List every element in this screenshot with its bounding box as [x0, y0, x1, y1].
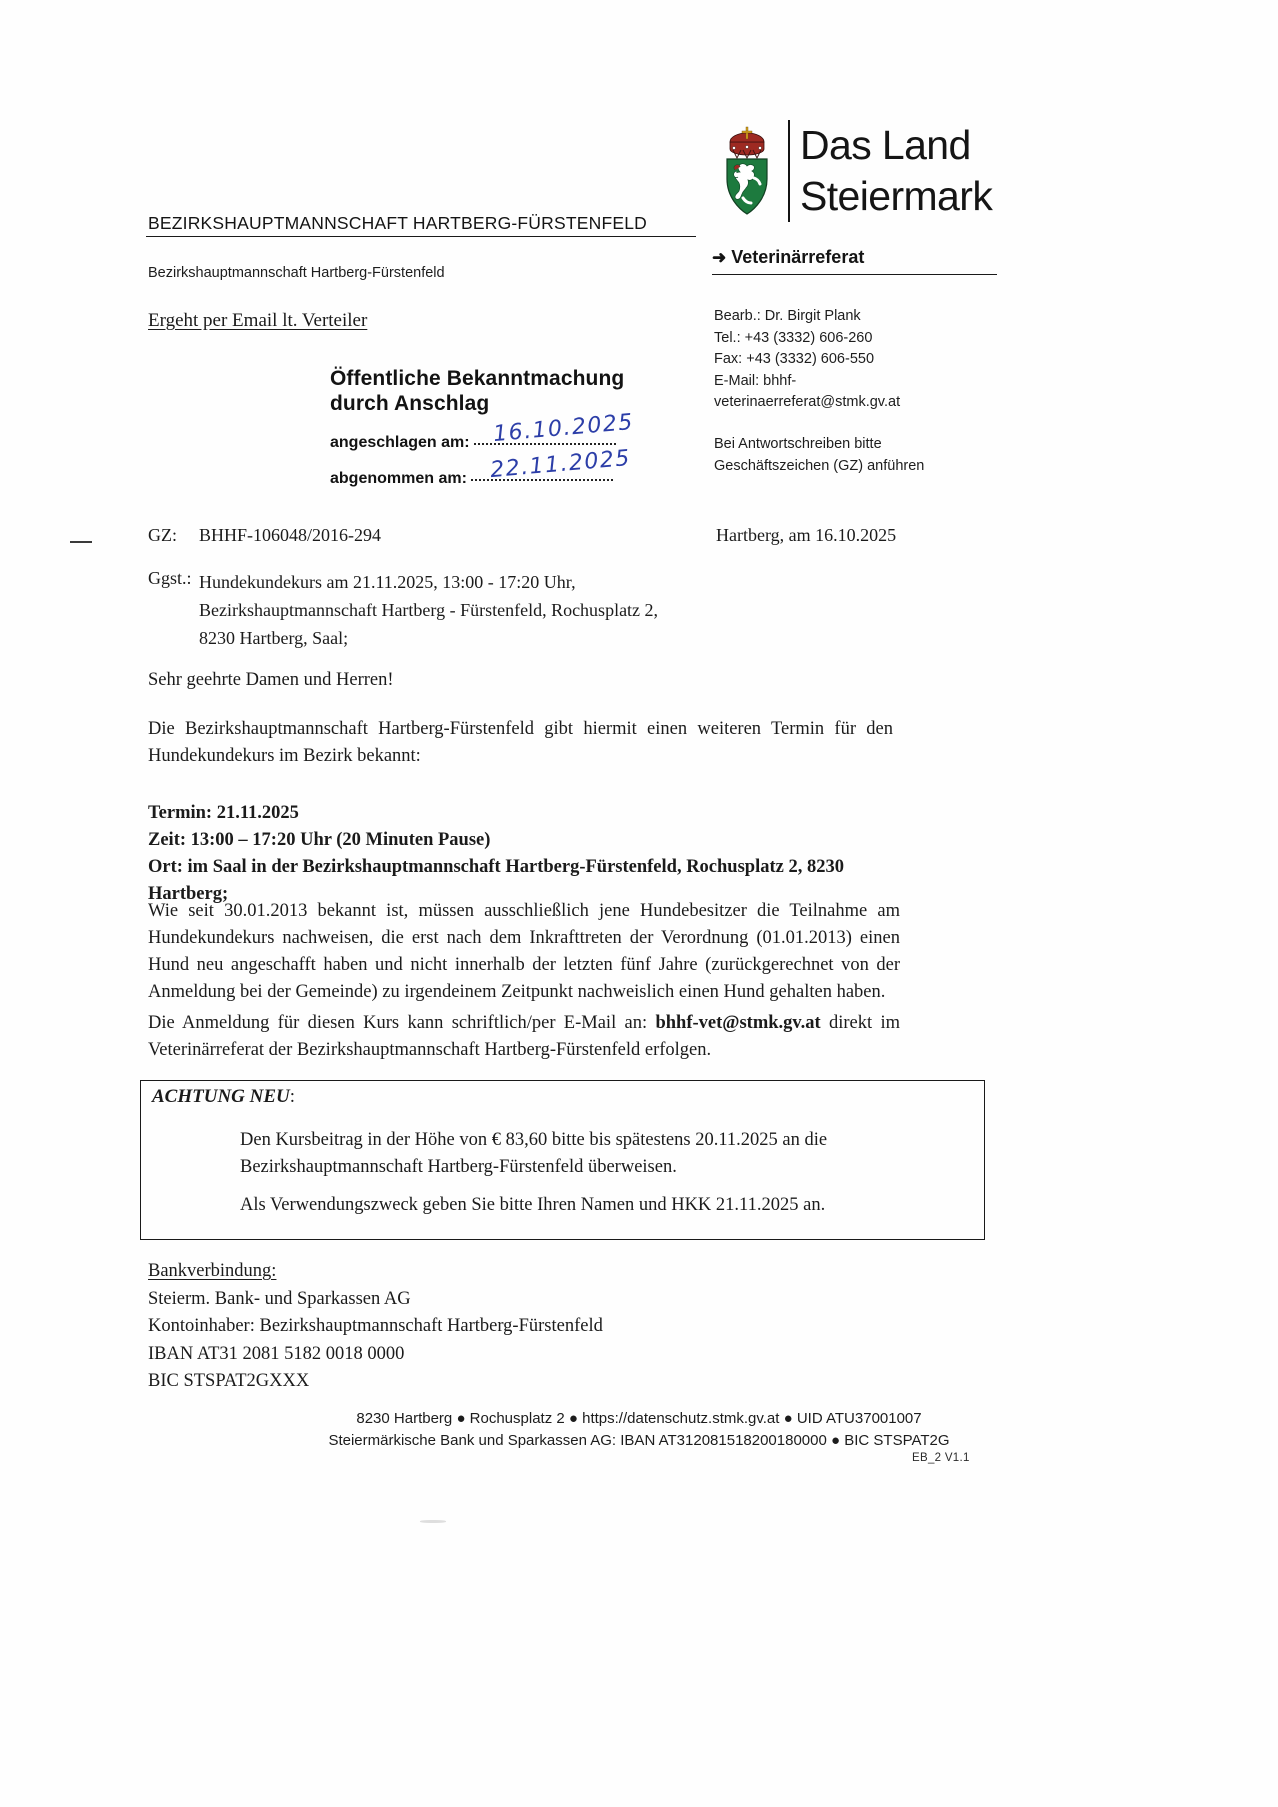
registration-paragraph — [148, 1010, 900, 1064]
logo-line-1: Das Land — [800, 122, 971, 168]
bank-details-block — [148, 1258, 603, 1396]
page-title: BEZIRKSHAUPTMANNSCHAFT HARTBERG-FÜRSTENFELD — [148, 213, 647, 233]
gz-value: BHHF-106048/2016-294 — [199, 525, 382, 545]
contact-phone: Tel.: +43 (3332) 606-260 — [714, 329, 873, 346]
attention-box-title-colon: : — [289, 1086, 296, 1107]
announcement-title-line-2: durch Anschlag — [330, 392, 490, 415]
logo-line-2: Steiermark — [800, 173, 993, 219]
bank-iban: IBAN AT31 2081 5182 0018 0000 — [148, 1343, 405, 1364]
header-divider — [146, 236, 696, 237]
department-divider — [712, 274, 997, 275]
posted-on-handwritten-date: 16.10.2025 — [492, 409, 635, 448]
subject-line-3: 8230 Hartberg, Saal; — [199, 628, 349, 648]
removed-on-handwritten-date: 22.11.2025 — [489, 445, 632, 484]
reply-note-line-1: Bei Antwortschreiben bitte — [714, 436, 882, 452]
page-footer — [0, 1408, 1278, 1452]
removed-on-label: abgenommen am: — [330, 470, 467, 487]
office-subtitle: Bezirkshauptmannschaft Hartberg-Fürstenfeld — [148, 265, 445, 281]
place-and-date: Hartberg, am 16.10.2025 — [716, 525, 897, 545]
contact-fax: Fax: +43 (3332) 606-550 — [714, 351, 875, 367]
removed-on-row — [330, 445, 650, 488]
footer-line-1: 8230 Hartberg ● Rochusplatz 2 ● https://datenschutz.stmk.gv.at ● UID ATU37001007 — [356, 1410, 922, 1427]
key-fact-date: Termin: 21.11.2025 — [148, 803, 299, 823]
contact-email-label: E-Mail: bhhf- — [714, 372, 797, 389]
bank-bic: BIC STSPAT2GXXX — [148, 1371, 310, 1391]
department-heading — [712, 247, 997, 268]
intro-paragraph: Die Bezirkshauptmannschaft Hartberg-Fürstenfeld gibt hiermit einen weiteren Termin für den Hundekundekurs im Bezirk bekannt: — [148, 719, 893, 766]
registration-email[interactable]: bhhf-vet@stmk.gv.at — [655, 1013, 821, 1033]
salutation: Sehr geehrte Damen und Herren! — [148, 670, 394, 690]
reply-note-line-2: Geschäftszeichen (GZ) anführen — [714, 457, 925, 474]
attention-box-title — [152, 1086, 295, 1108]
bank-account-holder: Kontoinhaber: Bezirkshauptmannschaft Hartberg-Fürstenfeld — [148, 1316, 603, 1336]
key-fact-location: Ort: im Saal in der Bezirkshauptmannschaft Hartberg-Fürstenfeld, Rochusplatz 2, 8230 Hartberg; — [148, 857, 844, 904]
bank-name: Steierm. Bank- und Sparkassen AG — [148, 1288, 411, 1309]
arrow-right-icon: ➜ — [712, 248, 727, 267]
logo-wordmark — [788, 120, 998, 222]
announcement-title-line-1: Öffentliche Bekanntmachung — [330, 367, 625, 390]
styria-coat-of-arms-icon — [716, 124, 778, 216]
gz-label: GZ: — [148, 525, 177, 545]
subject-line-2: Bezirkshauptmannschaft Hartberg - Fürstenfeld, Rochusplatz 2, — [199, 600, 659, 620]
registration-text-after: direkt im Veterinärreferat der Bezirkshauptmannschaft Hartberg-Fürstenfeld erfolgen. — [148, 1013, 900, 1060]
department-label: Veterinärreferat — [731, 247, 865, 267]
key-fact-time: Zeit: 13:00 – 17:20 Uhr (20 Minuten Pause) — [148, 830, 491, 850]
posted-on-label: angeschlagen am: — [330, 434, 470, 451]
bank-details-heading: Bankverbindung: — [148, 1261, 277, 1281]
attention-box-title-text: ACHTUNG NEU — [152, 1086, 290, 1107]
contact-block — [714, 306, 994, 414]
reply-note — [714, 434, 994, 477]
form-version-id: EB_2 V1.1 — [912, 1452, 970, 1464]
attention-box-paragraph-2: Als Verwendungszweck geben Sie bitte Ihren Namen und HKK 21.11.2025 an. — [240, 1195, 826, 1215]
contact-email-value: veterinaerreferat@stmk.gv.at — [714, 394, 901, 410]
key-facts-block — [148, 800, 900, 908]
contact-clerk: Bearb.: Dr. Birgit Plank — [714, 308, 861, 324]
land-steiermark-logo — [712, 124, 997, 236]
public-announcement-block — [330, 366, 650, 488]
subject-label: Ggst.: — [148, 568, 192, 588]
subject-line-1: Hundekundekurs am 21.11.2025, 13:00 - 17:20 Uhr, — [199, 572, 576, 592]
footer-line-2: Steiermärkische Bank und Sparkassen AG: IBAN AT312081518200180000 ● BIC STSPAT2G — [328, 1432, 950, 1449]
registration-text-before: Die Anmeldung für diesen Kurs kann schriftlich/per E-Mail an: — [148, 1013, 656, 1033]
distribution-note: Ergeht per Email lt. Verteiler — [148, 310, 368, 331]
scan-artifact — [420, 1520, 446, 1523]
margin-mark — [70, 541, 92, 543]
rules-paragraph: Wie seit 30.01.2013 bekannt ist, müssen ausschließlich jene Hundebesitzer die Teilnahme am Hundekundekurs nachweisen, die erst nach dem Inkrafttreten der Verordnung (01.01.2013) einen Hund neu angeschafft haben und nicht innerhalb der letzten fünf Jahre (zurückgerechnet von der Anmeldung bei der Gemeinde) zu irgendeinem Zeitpunkt nachweislich einen Hund gehalten haben. — [148, 901, 900, 1002]
subject-body — [199, 568, 819, 652]
attention-box-paragraph-1: Den Kursbeitrag in der Höhe von € 83,60 bitte bis spätestens 20.11.2025 an die Bezirkshauptmannschaft Hartberg-Fürstenfeld überweisen. — [240, 1130, 828, 1177]
